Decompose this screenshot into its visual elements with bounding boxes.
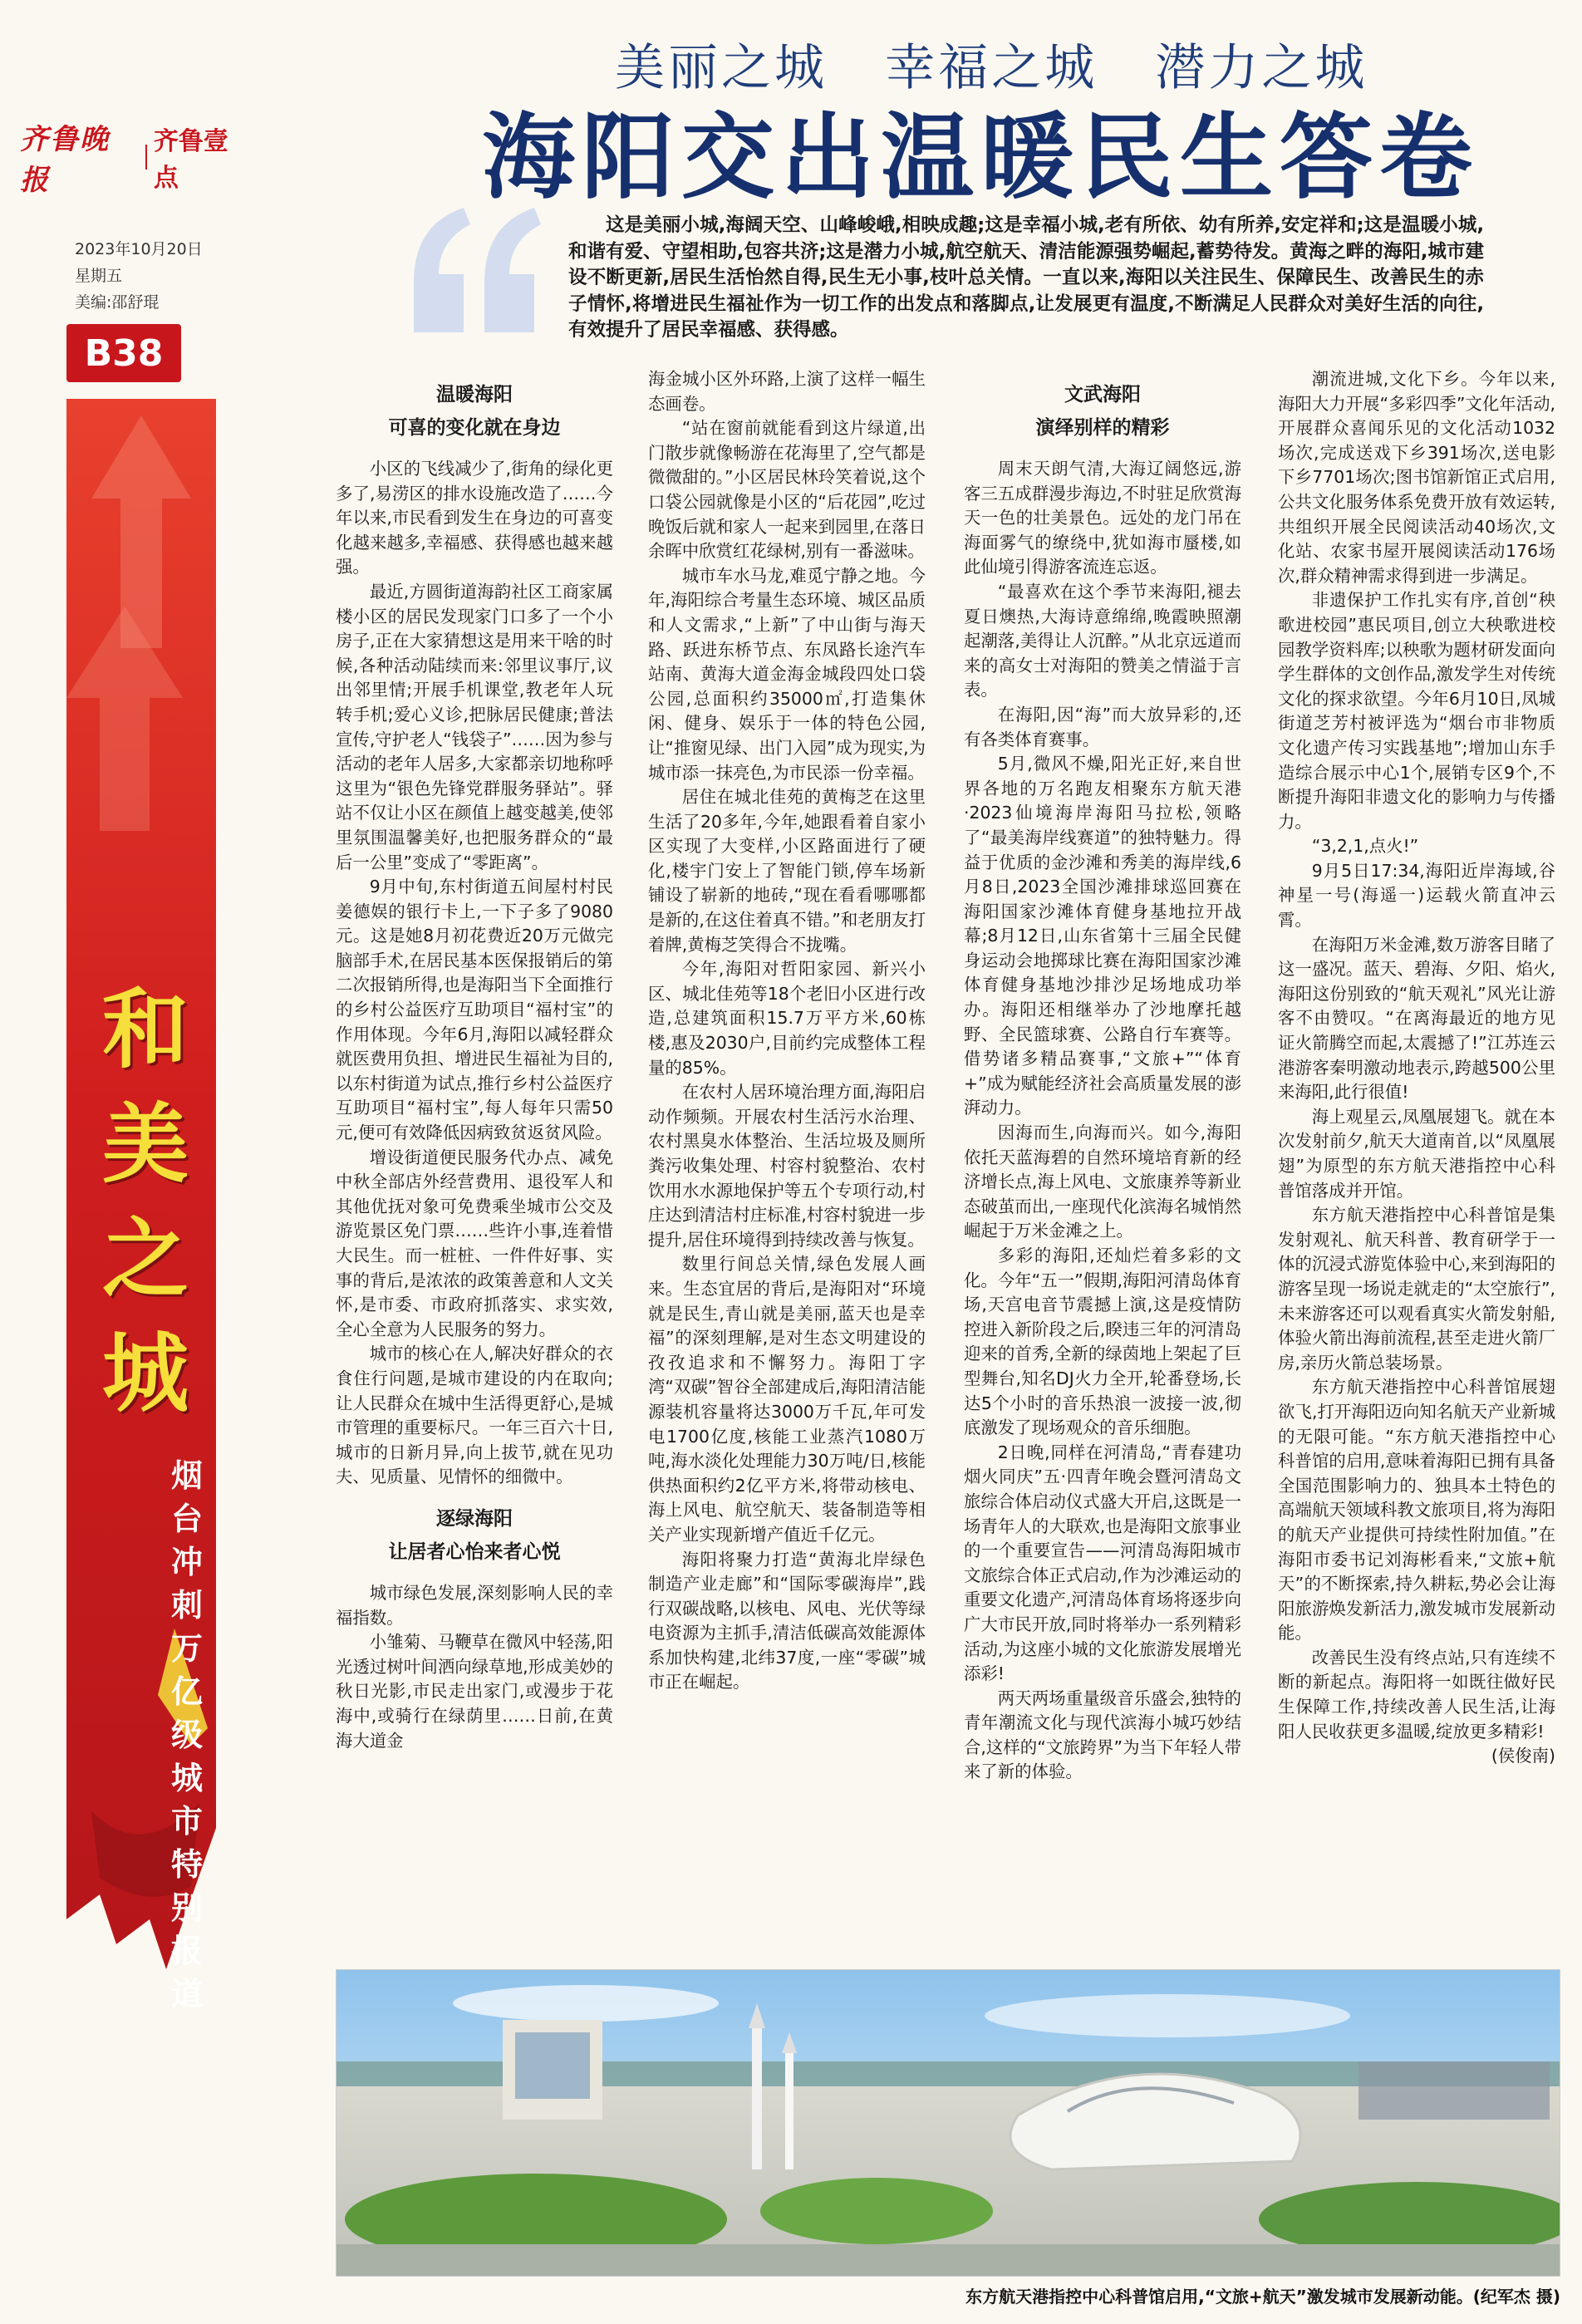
paragraph: 今年,海阳对哲阳家园、新兴小区、城北佳苑等18个老旧小区进行改造,总建筑面积15.7万平方米,60栋楼,惠及2030户,目前约完成整体工程量的85%。 xyxy=(648,959,926,1078)
paragraph: 海金城小区外环路,上演了这样一幅生态画卷。 xyxy=(648,369,926,414)
photo-caption: 东方航天港指控中心科普馆启用,“文旅+航天”激发城市发展新动能。(纪军杰 摄) xyxy=(965,2287,1560,2307)
paragraph: 小雏菊、马鞭草在微风中轻荡,阳光透过树叶间洒向绿草地,形成美妙的秋日光影,市民走出家门,或漫步于花海中,或骑行在绿荫里……日前,在黄海大道金 xyxy=(336,1632,613,1751)
paragraph: 非遗保护工作扎实有序,首创“秧歌进校园”惠民项目,创立大秧歌进校园教学资料库;以秧歌为题材研发面向学生群体的文创作品,激发学生对传统文化的探求欲望。今年6月10日,凤城街道芝芳村被评选为“烟台市非物质文化遗产传习实践基地”;增加山东手造综合展示中心1个,展销专区9个,不断提升海阳非遗文化的影响力与传播力。 xyxy=(1278,590,1555,832)
paragraph: 两天两场重量级音乐盛会,独特的青年潮流文化与现代滨海小城巧妙结合,这样的“文旅跨界”为当下年轻人带来了新的体验。 xyxy=(964,1688,1241,1782)
section-heading: 文武海阳 xyxy=(1064,384,1141,405)
paragraph: 城市绿色发展,深刻影响人民的幸福指数。 xyxy=(336,1582,613,1628)
masthead xyxy=(20,116,253,316)
section-subheading: 可喜的变化就在身边 xyxy=(388,417,561,439)
newspaper-logo xyxy=(20,116,253,198)
issue-meta xyxy=(20,236,253,316)
issue-weekday: 星期五 xyxy=(75,267,123,285)
paragraph: 改善民生没有终点站,只有连续不断的新起点。海阳将一如既往做好民生保障工作,持续改善人民生活,让海阳人民收获更多温暖,绽放更多精彩! xyxy=(1278,1647,1555,1742)
paragraph: 小区的飞线减少了,街角的绿化更多了,易涝区的排水设施改造了……今年以来,市民看到发生在身边的可喜变化越来越多,幸福感、获得感也越来越强。 xyxy=(336,459,613,577)
paragraph: “最喜欢在这个季节来海阳,褪去夏日燠热,大海诗意绵绵,晚霞映照潮起潮落,美得让人沉醉。”从北京远道而来的高女士对海阳的赞美之情溢于言表。 xyxy=(964,581,1241,700)
page-number-badge: B38 xyxy=(66,324,181,382)
paragraph: 海阳将聚力打造“黄海北岸绿色制造产业走廊”和“国际零碳海岸”,践行双碳战略,以核电、风电、光伏等绿电资源为主抓手,清洁低碳高效能源体系加快构建,北纬37度,一座“零碳”城市正在崛起。 xyxy=(648,1549,926,1693)
paragraph: 周末天朗气清,大海辽阔悠远,游客三五成群漫步海边,不时驻足欣赏海天一色的壮美景色。远处的龙门吊在海面雾气的缭绕中,犹如海市蜃楼,如此仙境引得游客流连忘返。 xyxy=(964,459,1241,577)
article-lead: 这是美丽小城,海阔天空、山峰峻峨,相映成趣;这是幸福小城,老有所依、幼有所养,安定祥和;这是温暖小城,和谐有爱、守望相助,包容共济;这是潜力小城,航空航天、清洁能源强势崛起,蓄势待发。黄海之畔的海阳,城市建设不断更新,居民生活怡然自得,民生无小事,枝叶总关情。一直以来,海阳以关注民生、保障民生、改善民生的赤子情怀,将增进民生福祉作为一切工作的出发点和落脚点,让发展更有温度,不断满足人民群众对美好生活的向往,有效提升了居民幸福感、获得感。 xyxy=(568,214,1484,341)
paragraph: 城市的核心在人,解决好群众的衣食住行问题,是城市建设的内在取向;让人民群众在城中生活得更舒心,是城市管理的重要标尺。一年三百六十日,城市的日新月异,向上拔节,就在见功夫、见质量、见情怀的细微中。 xyxy=(336,1344,613,1487)
paragraph: 居住在城北佳苑的黄梅芝在这里生活了20多年,今年,她跟看着自家小区实现了大变样,小区路面进行了硬化,楼宇门安上了智能门锁,停车场新铺设了崭新的地砖,“现在看看哪哪都是新的,在这住着真不错。”和老朋友打着牌,黄梅芝笑得合不拢嘴。 xyxy=(648,787,926,955)
paragraph: 因海而生,向海而兴。如今,海阳依托天蓝海碧的自然环境培育新的经济增长点,海上风电、文旅康养等新业态破茧而出,一座现代化滨海名城悄然崛起于万米金滩之上。 xyxy=(964,1123,1241,1241)
banner-subtitle: 烟台冲刺万亿级城市特别报道 xyxy=(170,1457,203,2012)
paragraph: 9月中旬,东村街道五间屋村村民姜德娱的银行卡上,一下子多了9080元。这是她8月初花费近20万元做完脑部手术,在居民基本医保报销后的第二次报销所得,也是海阳当下全面推行的乡村公益医疗互助项目“福村宝”的作用体现。今年6月,海阳以减轻群众就医费用负担、增进民生福祉为目的,以东村街道为试点,推行乡村公益医疗互助项目“福村宝”,每人每年只需50元,便可有效降低因病致贫返贫风险。 xyxy=(336,877,613,1143)
issue-date: 2023年10月20日 xyxy=(75,240,203,258)
banner-title: 和美之城 xyxy=(101,978,189,1424)
paragraph: 多彩的海阳,还灿烂着多彩的文化。今年“五一”假期,海阳河清岛体育场,天宫电音节震撼上演,这是疫情防控进入新阶段之后,睽违三年的河清岛迎来的首秀,全新的绿茵地上架起了巨型舞台,知名DJ火力全开,轮番登场,长达5个小时的音乐热浪一波接一波,彻底激发了现场观众的音乐细胞。 xyxy=(964,1246,1241,1438)
paragraph: 2日晚,同样在河清岛,“青春建功 烟火同庆”五·四青年晚会暨河清岛文旅综合体启动仪式盛大开启,这既是一场青年人的大联欢,也是海阳文旅事业的一个重要宣告——河清岛海阳城市文旅综合体正式启动,作为沙滩运动的重要文化遗产,河清岛体育场将逐步向广大市民开放,同时将举办一系列精彩活动,为这座小城的文化旅游发展增光添彩! xyxy=(964,1442,1241,1684)
paragraph: 5月,微风不燥,阳光正好,来自世界各地的万名跑友相聚东方航天港·2023仙境海岸海阳马拉松,领略了“最美海岸线赛道”的独特魅力。得益于优质的金沙滩和秀美的海岸线,6月8日,2023全国沙滩排球巡回赛在海阳国家沙滩体育健身基地拉开战幕;8月12日,山东省第十三届全民健身运动会地掷球比赛在海阳国家沙滩体育健身基地沙排沙足场地成功举办。海阳还相继举办了沙地摩托越野、全民篮球赛、公路自行车赛等。借势诸多精品赛事,“文旅+”“体育+”成为赋能经济社会高质量发展的澎湃动力。 xyxy=(964,754,1241,1118)
paragraph: 东方航天港指控中心科普馆是集发射观礼、航天科普、教育研学于一体的沉浸式游览体验中心,来到海阳的游客呈现一场说走就走的“太空旅行”,未来游客还可以观看真实火箭发射船,体验火箭出海前流程,甚至走进火箭厂房,亲历火箭总装场景。 xyxy=(1278,1205,1555,1373)
paragraph: “3,2,1,点火!” xyxy=(1311,836,1419,857)
paragraph: 最近,方圆街道海韵社区工商家属楼小区的居民发现家门口多了一个小房子,正在大家猜想这是用来干啥的时候,各种活动陆续而来:邻里议事厅,议出邻里情;开展手机课堂,教老年人玩转手机;爱心义诊,把脉居民健康;普法宣传,守护老人“钱袋子”……因为参与活动的老年人居多,大家都亲切地称呼这里为“银色先锋党群服务驿站”。驿站不仅让小区在颜值上越变越美,使邻里氛围温馨美好,也把服务群众的“最后一公里”变成了“零距离”。 xyxy=(336,581,613,872)
rocket-model xyxy=(752,2028,762,2169)
logo-main-text: 齐鲁晚报 xyxy=(20,123,110,197)
aerial-photo-illustration xyxy=(337,1970,1560,2277)
paragraph: 在海阳万米金滩,数万游客目睹了这一盛况。蓝天、碧海、夕阳、焰火,海阳这份别致的“航天观礼”风光让游客不由赞叹。“在离海最近的地方见证火箭腾空而起,太震撼了!”江苏连云港游客秦明激动地表示,跨越500公里来海阳,此行很值! xyxy=(1278,934,1555,1103)
article-column-3 xyxy=(964,381,1241,1959)
section-subheading: 让居者心怡来者心悦 xyxy=(388,1540,561,1563)
logo-divider xyxy=(145,145,147,170)
paragraph: 数里行间总关情,绿色发展人画来。生态宜居的背后,是海阳对“环境就是民生,青山就是美丽,蓝天也是幸福”的深刻理解,是对生态文明建设的孜孜追求和不懈努力。海阳丁字湾“双碳”智谷全部建成后,海阳清洁能源装机容量将达3000万千瓦,年可发电1700亿度,核能工业蒸汽1080万吨,海水淡化处理能力30万吨/日,核能供热面积约2亿平方米,将带动核电、海上风电、航空航天、装备制造等相关产业实现新增产值近千亿元。 xyxy=(648,1254,926,1545)
paragraph: 潮流进城,文化下乡。今年以来,海阳大力开展“多彩四季”文化年活动,开展群众喜闻乐见的文化活动1032场次,完成送戏下乡391场次,送电影下乡7701场次;图书馆新馆正式启用,公共文化服务体系免费开放有效运转,共组织开展全民阅读活动40场次,文化站、农家书屋开展阅读活动176场次,群众精神需求得到进一步满足。 xyxy=(1278,369,1555,586)
logo-sub-text: 齐鲁壹点 xyxy=(153,127,228,193)
paragraph: 城市车水马龙,难觅宁静之地。今年,海阳综合考量生态环境、城区品质和人文需求,“上新”了中山街与海天路、跃进东桥节点、东凤路长途汽车站南、黄海大道金海金城段四处口袋公园,总面积约35000㎡,打造集休闲、健身、娱乐于一体的特色公园,让“推窗见绿、出门入园”成为现实,为城市添一抹亮色,为市民添一份幸福。 xyxy=(648,565,926,783)
section-heading: 温暖海阳 xyxy=(436,384,513,405)
section-subheading: 演绎别样的精彩 xyxy=(1035,417,1170,439)
headline-kicker: 美丽之城 幸福之城 潜力之城 xyxy=(615,39,1368,97)
paragraph: 在海阳,因“海”而大放异彩的,还有各类体育赛事。 xyxy=(964,704,1241,749)
quote-mark-icon xyxy=(397,191,555,349)
article-column-1 xyxy=(336,381,613,1959)
paragraph: 东方航天港指控中心科普馆展翅欲飞,打开海阳迈向知名航天产业新城的无限可能。“东方航天港指控中心科普馆的启用,意味着海阳已拥有具备全国范围影响力的、独具本土特色的高端航天领域科教文旅项目,将为海阳的航天产业提供可持续性附加值。”在海阳市委书记刘海彬看来,“文旅+航天”的不断探索,持久耕耘,势必会让海阳旅游焕发新活力,激发城市发展新动能。 xyxy=(1278,1377,1555,1644)
section-heading: 逐绿海阳 xyxy=(436,1507,513,1530)
page-headline: 海阳交出温暖民生答卷 xyxy=(482,103,1479,212)
paragraph: 海上观星云,凤凰展翅飞。就在本次发射前夕,航天大道南首,以“凤凰展翅”为原型的东方航天港指控中心科普馆落成并开馆。 xyxy=(1278,1106,1555,1201)
paragraph: 在农村人居环境治理方面,海阳启动作频频。开展农村生活污水治理、农村黑臭水体整治、生活垃圾及厕所粪污收集处理、村容村貌整治、农村饮用水水源地保护等五个专项行动,村庄达到清洁村庄标准,村容村貌进一步提升,居住环境得到持续改善与恢复。 xyxy=(648,1082,926,1250)
author-byline: (侯俊南) xyxy=(1491,1746,1555,1766)
issue-editor: 美编:邵舒琨 xyxy=(75,293,160,312)
paragraph: “站在窗前就能看到这片绿道,出门散步就像畅游在花海里了,空气都是微微甜的。”小区居民林玲笑着说,这个口袋公园就像是小区的“后花园”,吃过晚饭后就和家人一起来到园里,在落日余晖中欣赏红花绿树,别有一番滋味。 xyxy=(648,418,926,562)
paragraph: 增设街道便民服务代办点、减免中秋全部店外经营费用、退役军人和其他优抚对象可免费乘坐城市公交及游览景区免门票……些许小事,连着惜大民生。而一桩桩、一件件好事、实事的背后,是浓浓的政策善意和人文关怀,是市委、市政府抓落实、求实效,全心全意为人民服务的努力。 xyxy=(336,1147,613,1339)
news-photo xyxy=(336,1969,1560,2277)
section-banner xyxy=(66,399,216,2012)
article-column-2 xyxy=(648,367,926,1959)
article-column-4 xyxy=(1278,367,1555,1959)
paragraph: 9月5日17:34,海阳近岸海域,谷神星一号(海遥一)运载火箭直冲云霄。 xyxy=(1278,860,1555,931)
